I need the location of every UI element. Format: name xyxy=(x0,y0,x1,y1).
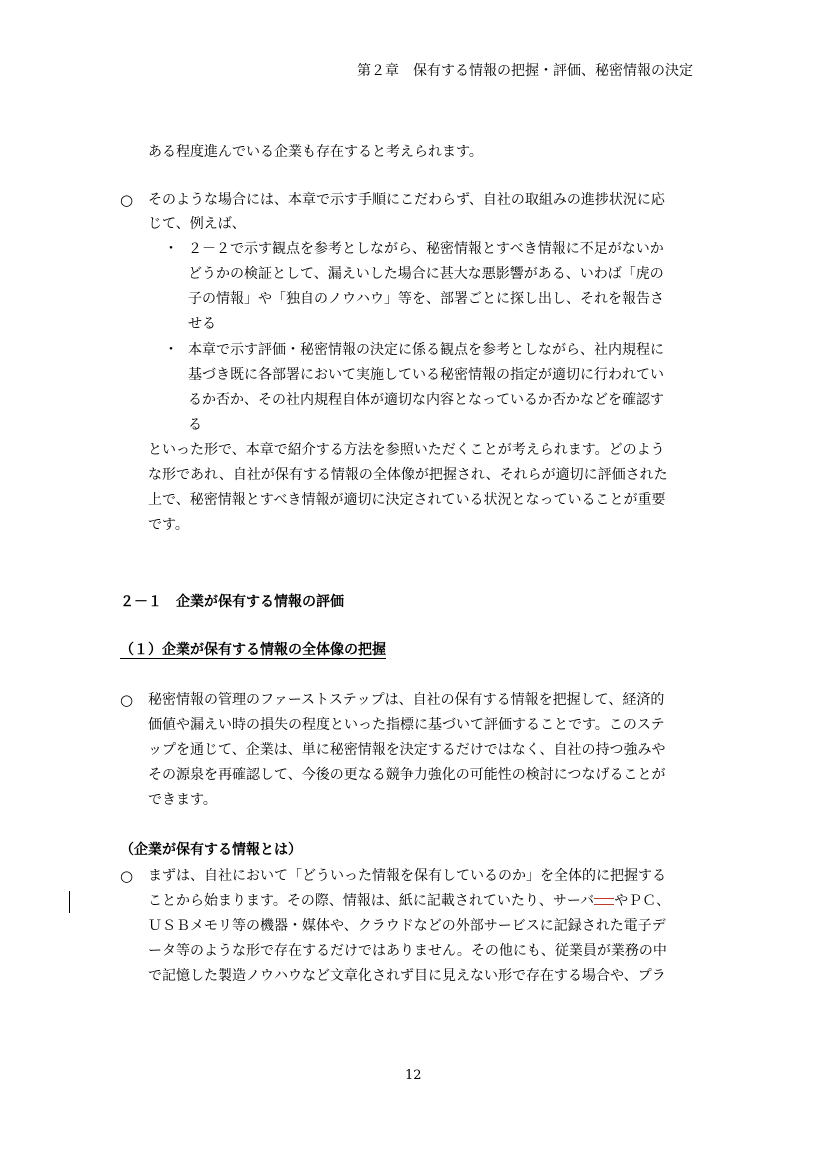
bullet-circle-icon: ○ xyxy=(120,191,134,209)
bullet-line: そのような場合には、本章で示す手順にこだわらず、自社の取組みの進捗状況に応 xyxy=(148,192,665,208)
subsection-heading: （１）企業が保有する情報の全体像の把握 xyxy=(120,642,386,658)
paragraph-line: ある程度進んでいる企業も存在すると考えられます。 xyxy=(148,144,483,160)
bullet-circle-icon: ○ xyxy=(120,867,134,885)
bullet-line: ＵＳＢメモリ等の機器・媒体や、クラウドなどの外部サービスに記録された電子デ xyxy=(148,918,666,934)
sub-bullet-dot-icon: ・ xyxy=(164,342,178,358)
bullet-line: ータ等のような形で存在するだけではありません。その他にも、従業員が業務の中 xyxy=(148,943,667,959)
sub-bullet-line: る xyxy=(188,417,202,433)
bullet-circle-icon: ○ xyxy=(120,691,134,709)
bullet-line: ップを通じて、企業は、単に秘密情報を決定するだけではなく、自社の持つ強みや xyxy=(148,742,666,758)
bullet-line: です。 xyxy=(148,517,189,533)
bullet-line: で記憶した製造ノウハウなど文章化されず目に見えない形で存在する場合や、プラ xyxy=(148,968,666,984)
bullet-line-part: やＰＣ、 xyxy=(614,893,671,909)
revision-bar xyxy=(69,891,70,913)
bullet-line: その源泉を再確認して、今後の更なる競争力強化の可能性の検討につなげることが xyxy=(148,767,666,783)
bullet-line: な形であれ、自社が保有する情報の全体像が把握され、それらが適切に評価された xyxy=(148,467,668,483)
chapter-header: 第２章 保有する情報の把握・評価、秘密情報の決定 xyxy=(357,63,693,79)
sub-bullet-dot-icon: ・ xyxy=(164,241,178,257)
sub-bullet-line: 子の情報」や「独自のノウハウ」等を、部署ごとに探し出し、それを報告さ xyxy=(188,291,664,307)
sub-bullet-line: ２－２で示す観点を参考としながら、秘密情報とすべき情報に不足がないか xyxy=(188,241,664,257)
bullet-line: 価値や漏えい時の損失の程度といった指標に基づいて評価することです。このステ xyxy=(148,717,665,733)
bullet-line: できます。 xyxy=(148,792,217,808)
sub-bullet-line: るか否か、その社内規程自体が適切な内容となっているか否かなどを確認す xyxy=(188,392,664,408)
section-heading: ２－１ 企業が保有する情報の評価 xyxy=(120,594,344,610)
sub-bullet-line: 本章で示す評価・秘密情報の決定に係る観点を参考としながら、社内規程に xyxy=(188,342,664,358)
bullet-line: 秘密情報の管理のファーストステップは、自社の保有する情報を把握して、経済的 xyxy=(148,692,665,708)
sub-bullet-line: 基づき既に各部署において実施している秘密情報の指定が適切に行われてい xyxy=(188,367,664,383)
double-line-mark-icon xyxy=(594,898,614,905)
page-number: 12 xyxy=(405,1068,422,1083)
bullet-line: といった形で、本章で紹介する方法を参照いただくことが考えられます。どのよう xyxy=(148,442,665,458)
bullet-line xyxy=(148,891,670,911)
bullet-line: まずは、自社において「どういった情報を保有しているのか」を全体的に把握する xyxy=(148,868,666,884)
bullet-line: じて、例えば、 xyxy=(148,216,246,232)
sub-bullet-line: せる xyxy=(188,316,216,332)
sub-bullet-line: どうかの検証として、漏えいした場合に甚大な悪影響がある、いわば「虎の xyxy=(188,266,664,282)
bullet-line: 上で、秘密情報とすべき情報が適切に決定されている状況となっていることが重要 xyxy=(148,492,666,508)
topic-heading: （企業が保有する情報とは） xyxy=(120,842,302,858)
bullet-line-part: ことから始まります。その際、情報は、紙に記載されていたり、サーバ xyxy=(148,893,595,909)
